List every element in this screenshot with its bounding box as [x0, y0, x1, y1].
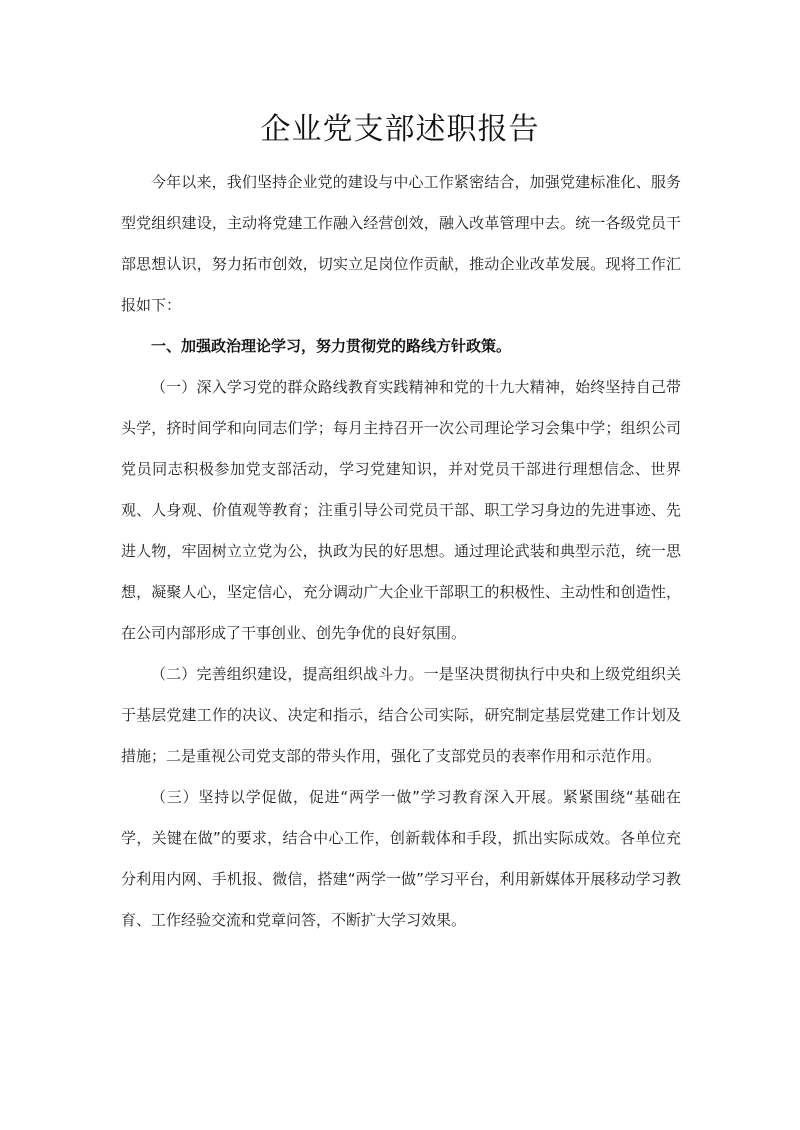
document-body [121, 162, 681, 941]
subsection-paragraph-3: （三）坚持以学促做，促进“两学一做”学习教育深入开展。紧紧围绕“基础在学，关键在做”的要求，结合中心工作，创新载体和手段，抓出实际成效。各单位充分利用内网、手机报、微信，搭建“两学一做”学习平台，利用新媒体开展移动学习教育、工作经验交流和党章问答，不断扩大学习效果。 [121, 788, 681, 929]
subsection-paragraph-2: （二）完善组织建设，提高组织战斗力。一是坚决贯彻执行中央和上级党组织关于基层党建工作的决议、决定和指示，结合公司实际，研究制定基层党建工作计划及措施；二是重视公司党支部的带头作用，强化了支部党员的表率作用和示范作用。 [121, 665, 681, 765]
section-heading-1: 一、加强政治理论学习，努力贯彻党的路线方针政策。 [151, 337, 512, 355]
subsection-paragraph-1: （一）深入学习党的群众路线教育实践精神和党的十九大精神，始终坚持自己带头学，挤时间学和向同志们学；每月主持召开一次公司理论学习会集中学；组织公司党员同志积极参加党支部活动，学习党建知识，并对党员干部进行理想信念、世界观、人身观、价值观等教育；注重引导公司党员干部、职工学习身边的先进事迹、先进人物，牢固树立立党为公，执政为民的好思想。通过理论武装和典型示范，统一思想，凝聚人心，坚定信心，充分调动广大企业干部职工的积极性、主动性和创造性，在公司内部形成了干事创业、创先争优的良好氛围。 [121, 378, 681, 642]
intro-paragraph: 今年以来，我们坚持企业党的建设与中心工作紧密结合，加强党建标准化、服务型党组织建设，主动将党建工作融入经营创效，融入改革管理中去。统一各级党员干部思想认识，努力拓市创效，切实立足岗位作贡献，推动企业改革发展。现将工作汇报如下： [121, 173, 681, 314]
document-title: 企业党支部述职报告 [260, 112, 540, 147]
